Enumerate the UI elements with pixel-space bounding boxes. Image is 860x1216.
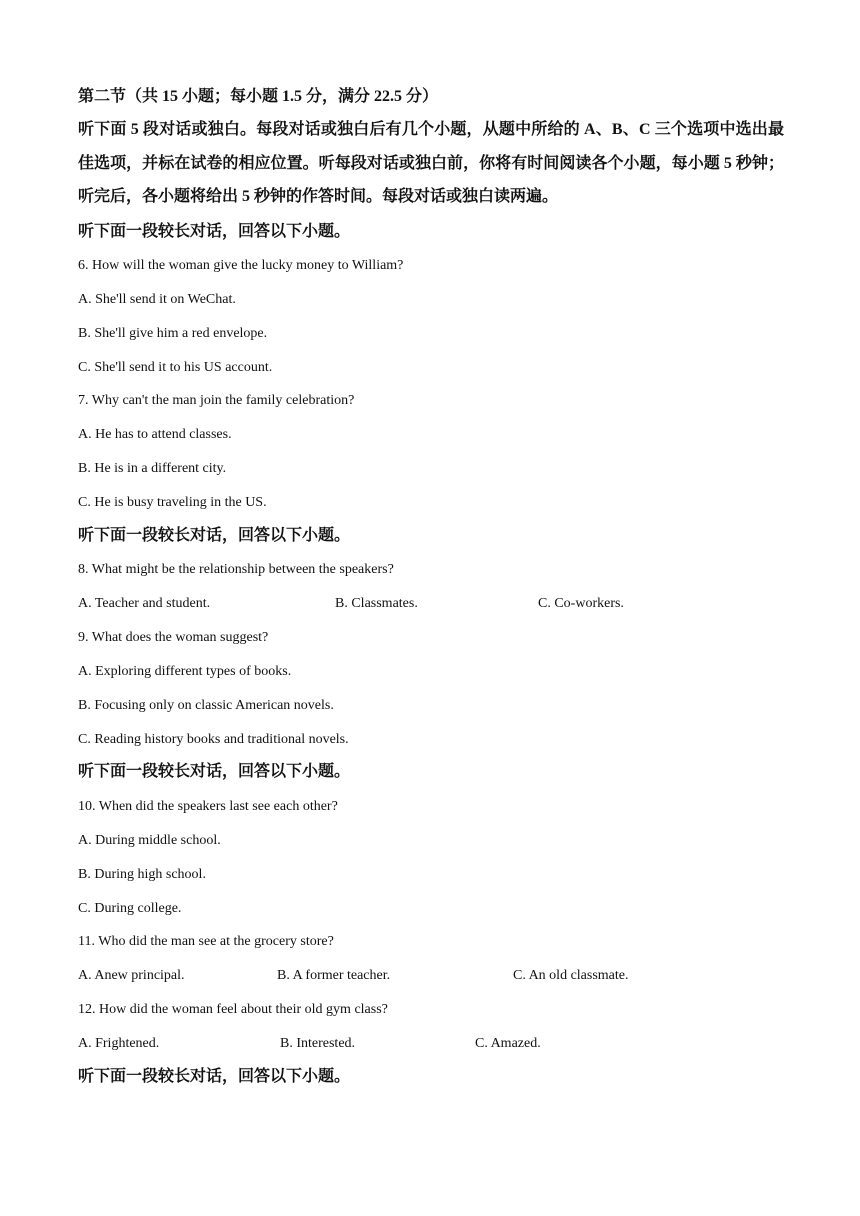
question-6-option-c: C. She'll send it to his US account. <box>78 360 273 375</box>
question-7-stem: 7. Why can't the man join the family celebration? <box>78 393 355 408</box>
question-9-option-a: A. Exploring different types of books. <box>78 664 292 679</box>
question-6-option-b: B. She'll give him a red envelope. <box>78 326 268 341</box>
question-8-option-a: A. Teacher and student. <box>78 596 211 611</box>
question-7-option-a: A. He has to attend classes. <box>78 427 232 442</box>
listen-prompt-3: 听下面一段较长对话，回答以下小题。 <box>78 763 351 780</box>
question-7-option-c: C. He is busy traveling in the US. <box>78 495 267 510</box>
question-7-option-b: B. He is in a different city. <box>78 461 227 476</box>
question-11-stem: 11. Who did the man see at the grocery store? <box>78 934 334 949</box>
question-8-option-b: B. Classmates. <box>335 596 418 611</box>
question-6-stem: 6. How will the woman give the lucky money to William? <box>78 258 404 273</box>
question-12-option-a: A. Frightened. <box>78 1036 160 1051</box>
question-12-option-b: B. Interested. <box>280 1036 356 1051</box>
section-header: 第二节（共 15 小题；每小题 1.5 分，满分 22.5 分） <box>78 88 439 105</box>
question-11-option-b: B. A former teacher. <box>277 968 391 983</box>
question-10-option-c: C. During college. <box>78 901 182 916</box>
question-8-option-c: C. Co-workers. <box>538 596 624 611</box>
question-12-option-c: C. Amazed. <box>475 1036 541 1051</box>
listen-prompt-4: 听下面一段较长对话，回答以下小题。 <box>78 1068 351 1085</box>
listen-prompt-2: 听下面一段较长对话，回答以下小题。 <box>78 527 351 544</box>
question-11-option-a: A. Anew principal. <box>78 968 185 983</box>
question-10-option-b: B. During high school. <box>78 867 206 882</box>
question-9-stem: 9. What does the woman suggest? <box>78 630 269 645</box>
instructions-paragraph: 听下面 5 段对话或独白。每段对话或独白后有几个小题，从题中所给的 A、B、C 三个选项中选出最佳选项，并标在试卷的相应位置。听每段对话或独白前，你将有时间阅读各个小题，每小题 5 秒钟；听完后，各小题将给出 5 秒钟的作答时间。每段对话或独白读两遍。 <box>78 121 784 205</box>
question-9-option-c: C. Reading history books and traditional novels. <box>78 732 349 747</box>
question-12-stem: 12. How did the woman feel about their old gym class? <box>78 1002 388 1017</box>
question-6-option-a: A. She'll send it on WeChat. <box>78 292 236 307</box>
question-10-stem: 10. When did the speakers last see each other? <box>78 799 338 814</box>
question-8-stem: 8. What might be the relationship between the speakers? <box>78 562 394 577</box>
question-9-option-b: B. Focusing only on classic American novels. <box>78 698 334 713</box>
question-11-option-c: C. An old classmate. <box>513 968 629 983</box>
listen-prompt-1: 听下面一段较长对话，回答以下小题。 <box>78 223 351 240</box>
question-10-option-a: A. During middle school. <box>78 833 221 848</box>
